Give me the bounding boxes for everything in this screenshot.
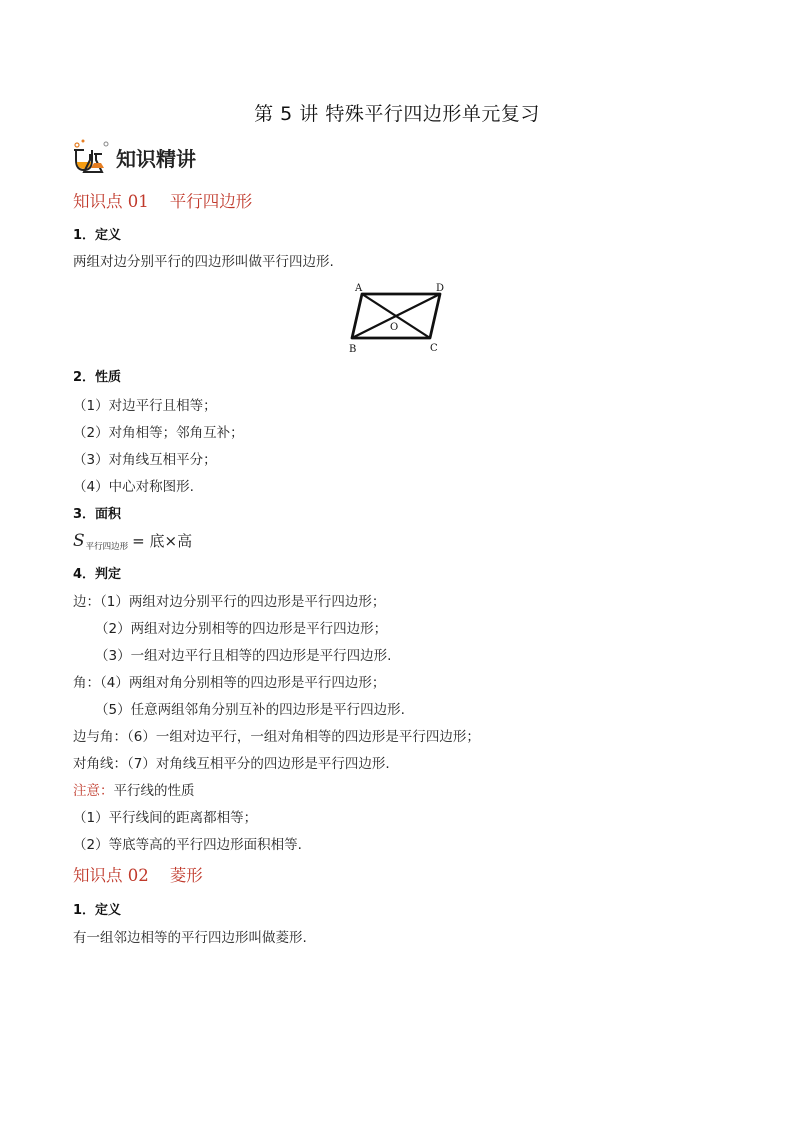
section-head-label: 知识精讲 (116, 146, 196, 171)
label-a: A (355, 283, 363, 294)
criteria-item: （5）任意两组邻角分别互补的四边形是平行四边形. (95, 702, 405, 718)
area-formula (73, 530, 192, 551)
criteria-item: 对角线：（7）对角线互相平分的四边形是平行四边形. (73, 756, 390, 772)
note-text: 平行线的性质 (113, 783, 195, 799)
kp1-properties-title: 2．性质 (73, 370, 122, 385)
kp1-definition-text: 两组对边分别平行的四边形叫做平行四边形. (73, 254, 334, 270)
criteria-item: （3）一组对边平行且相等的四边形是平行四边形. (95, 648, 392, 664)
area-symbol: S (73, 531, 85, 551)
criteria-item: 边：（1）两组对边分别平行的四边形是平行四边形； (73, 594, 386, 610)
kp1-heading: 知识点 01 平行四边形 (73, 192, 253, 211)
note-label: 注意： (73, 783, 114, 799)
property-item: （3）对角线互相平分； (73, 452, 217, 468)
label-o: O (390, 322, 399, 333)
note-line (73, 779, 195, 799)
parallelogram-figure (346, 280, 452, 358)
kp1-definition-title: 1．定义 (73, 228, 122, 243)
property-item: （4）中心对称图形. (73, 479, 194, 495)
flask-icon (70, 136, 112, 178)
label-c: C (430, 343, 438, 354)
label-b: B (349, 344, 357, 355)
label-d: D (436, 283, 445, 294)
page-title: 第 5 讲 特殊平行四边形单元复习 (254, 103, 540, 125)
kp2-definition-title: 1．定义 (73, 903, 122, 918)
property-item: （2）对角相等；邻角互补； (73, 425, 244, 441)
kp1-area-title: 3．面积 (73, 507, 122, 522)
area-rhs: = 底×高 (132, 532, 193, 550)
kp2-heading: 知识点 02 菱形 (73, 866, 203, 885)
section-header (70, 136, 196, 178)
property-item: （1）对边平行且相等； (73, 398, 217, 414)
criteria-item: 边与角：（6）一组对边平行，一组对角相等的四边形是平行四边形； (73, 729, 480, 745)
note-item: （1）平行线间的距离都相等； (73, 810, 258, 826)
criteria-item: （2）两组对边分别相等的四边形是平行四边形； (95, 621, 388, 637)
area-subscript: 平行四边形 (85, 542, 129, 552)
kp1-criteria-title: 4．判定 (73, 567, 122, 582)
kp2-definition-text: 有一组邻边相等的平行四边形叫做菱形. (73, 930, 307, 946)
criteria-item: 角：（4）两组对角分别相等的四边形是平行四边形； (73, 675, 386, 691)
note-item: （2）等底等高的平行四边形面积相等. (73, 837, 302, 853)
